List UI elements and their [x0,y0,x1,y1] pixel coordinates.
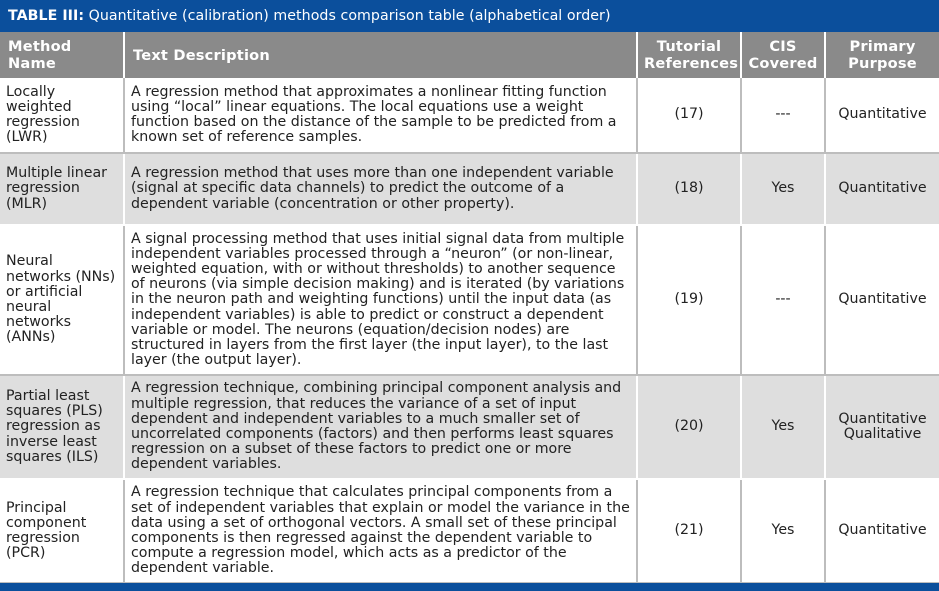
cell-description: A regression technique that calculates principal components from a set of independent variables that explain or model the variance in the data using a set of orthogonal vectors. A small set of these principal components is then regressed against the dependent variable to compute a regression model, which acts as a predictor of the dependent variable. [124,479,637,583]
cell-method: Principal component regression (PCR) [0,479,124,583]
cell-method: Locally weighted regression (LWR) [0,78,124,153]
cell-reference: (19) [637,225,741,375]
header-text-description: Text Description [124,32,637,78]
cell-purpose: Quantitative [825,225,939,375]
header-method-name: Method Name [0,32,124,78]
cell-method: Neural networks (NNs) or artificial neural networks (ANNs) [0,225,124,375]
cell-purpose: Quantitative [825,78,939,153]
cell-reference: (21) [637,479,741,583]
bottom-rule [0,583,939,591]
header-row [0,32,939,78]
cell-cis: --- [741,78,825,153]
table-row [0,375,939,479]
cell-description: A regression method that approximates a nonlinear fitting function using “local” linear equations. The local equations use a weight function based on the distance of the sample to be predicted from a known set of reference samples. [124,78,637,153]
cell-purpose: Quantitative Qualitative [825,375,939,479]
table-row [0,153,939,225]
cell-cis: --- [741,225,825,375]
header-cis-covered: CIS Covered [741,32,825,78]
cell-cis: Yes [741,153,825,225]
cell-cis: Yes [741,479,825,583]
cell-reference: (18) [637,153,741,225]
table-label: TABLE III: [8,8,85,24]
cell-cis: Yes [741,375,825,479]
cell-description: A regression technique, combining principal component analysis and multiple regression, that reduces the variance of a set of input dependent and independent variables to a much smaller set of uncorrelated components (factors) and then performs least squares regression on a subset of these factors to predict one or more dependent variables. [124,375,637,479]
cell-reference: (20) [637,375,741,479]
cell-reference: (17) [637,78,741,153]
header-primary-purpose: Primary Purpose [825,32,939,78]
cell-method: Partial least squares (PLS) regression as inverse least squares (ILS) [0,375,124,479]
cell-description: A signal processing method that uses initial signal data from multiple independent variables processed through a “neuron” (or non-linear, weighted equation, with or without thresholds) to another sequence of neurons (via simple decision making) and is iterated (by variations in the neuron path and weighting functions) until the input data (as independent variables) is able to predict or construct a dependent variable or model. The neurons (equation/decision nodes) are structured in layers from the first layer (the input layer), to the last layer (the output layer). [124,225,637,375]
cell-description: A regression method that uses more than one independent variable (signal at specific data channels) to predict the outcome of a dependent variable (concentration or other property). [124,153,637,225]
table-row [0,78,939,153]
table-row [0,479,939,583]
cell-purpose: Quantitative [825,479,939,583]
comparison-table [0,32,939,584]
table-row [0,225,939,375]
table-title-bar [0,0,939,32]
cell-method: Multiple linear regression (MLR) [0,153,124,225]
header-tutorial-references: Tutorial References [637,32,741,78]
cell-purpose: Quantitative [825,153,939,225]
table-caption: Quantitative (calibration) methods comparison table (alphabetical order) [84,8,611,24]
